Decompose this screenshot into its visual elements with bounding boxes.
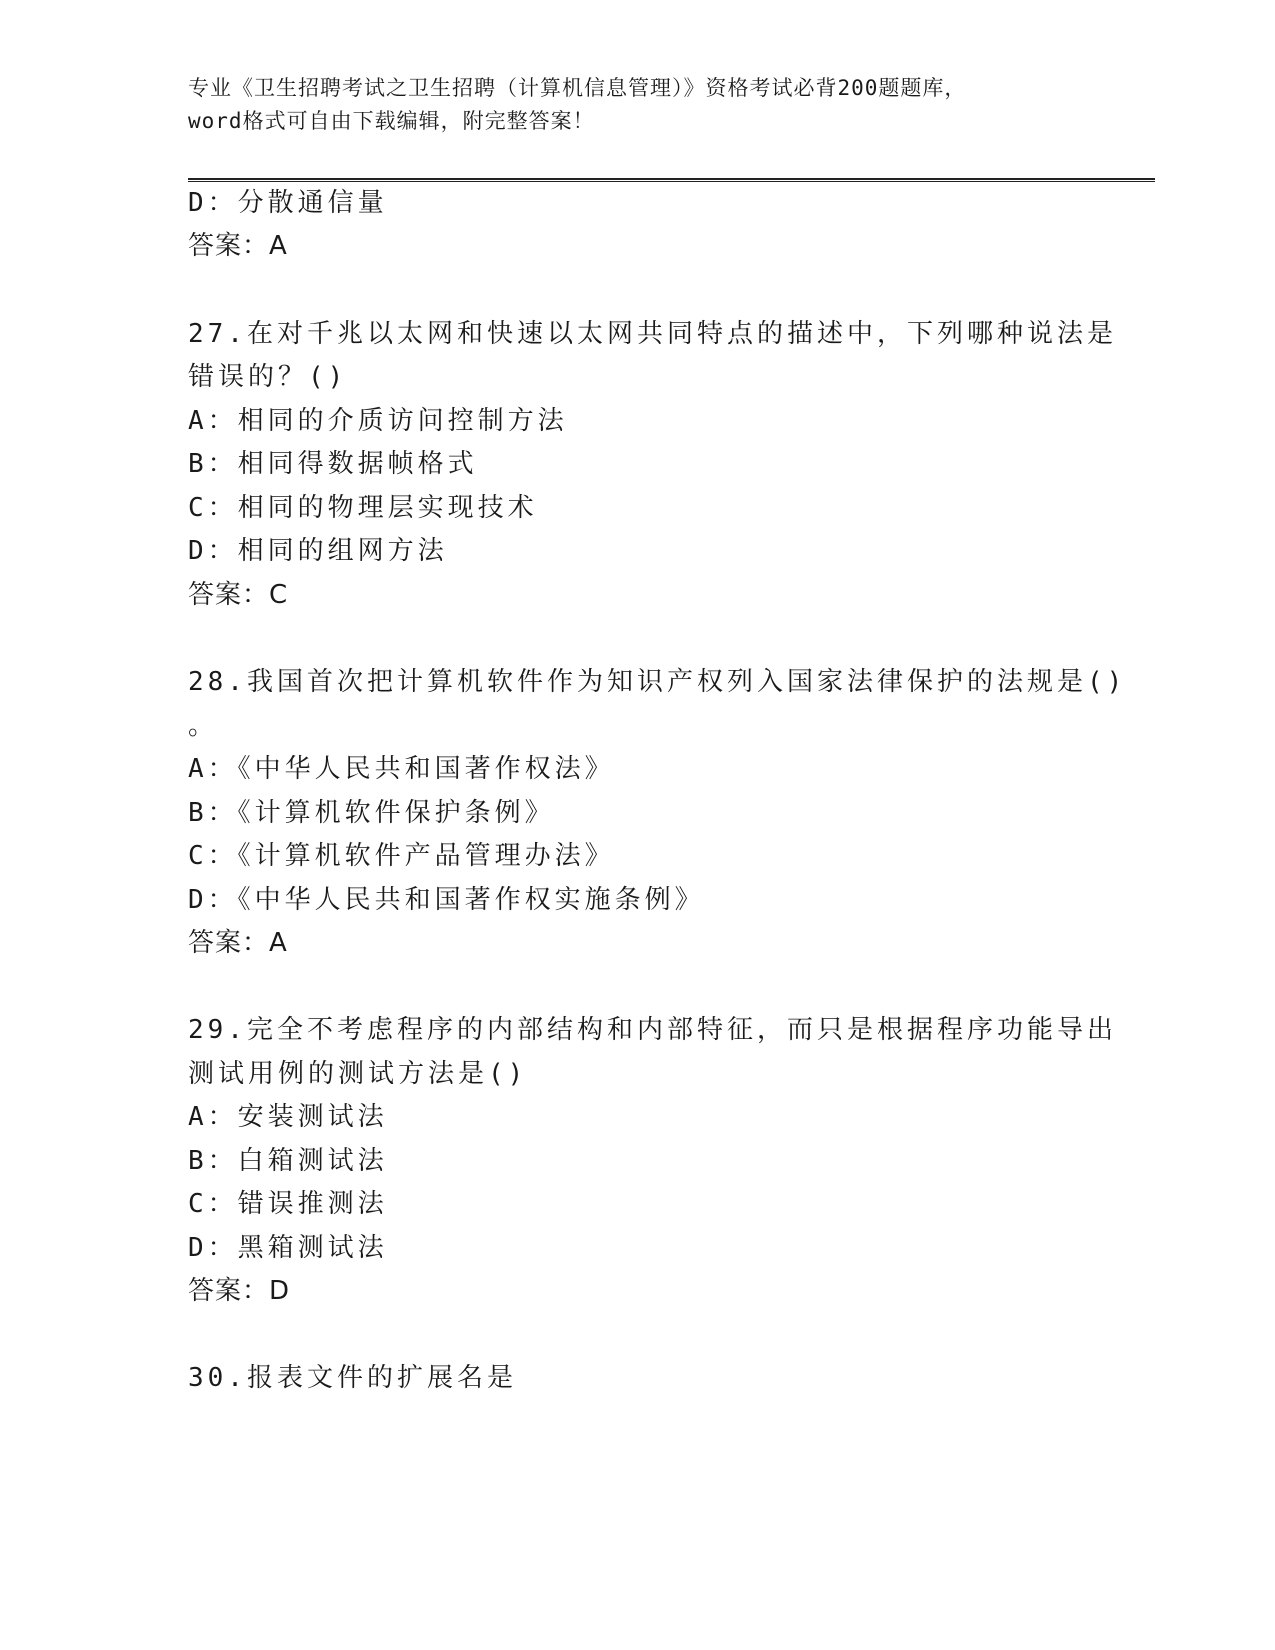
q27-option-c: C：相同的物理层实现技术 xyxy=(188,493,538,523)
q29-option-b: B：白箱测试法 xyxy=(188,1146,388,1176)
q28-answer: 答案：A xyxy=(188,928,288,958)
q30-stem-line1: 30.报表文件的扩展名是 xyxy=(188,1363,517,1393)
q28-option-b: B：《计算机软件保护条例》 xyxy=(188,798,555,828)
q27-option-b: B：相同得数据帧格式 xyxy=(188,449,478,479)
q29-answer: 答案：D xyxy=(188,1276,291,1306)
prev-option-d: D：分散通信量 xyxy=(188,188,388,218)
q27-option-a: A：相同的介质访问控制方法 xyxy=(188,406,568,436)
q29-option-c: C：错误推测法 xyxy=(188,1189,388,1219)
q28-option-a: A：《中华人民共和国著作权法》 xyxy=(188,754,615,784)
q27-stem-line2: 错误的？() xyxy=(188,362,348,392)
q28-stem-line1: 28.我国首次把计算机软件作为知识产权列入国家法律保护的法规是() xyxy=(188,667,1127,697)
header-title-line2: word格式可自由下载编辑，附完整答案！ xyxy=(188,109,595,133)
page-header xyxy=(188,72,1088,138)
q28-option-c: C：《计算机软件产品管理办法》 xyxy=(188,841,615,871)
prev-answer: 答案：A xyxy=(188,231,288,261)
header-divider xyxy=(188,178,1155,182)
q27-option-d: D：相同的组网方法 xyxy=(188,536,448,566)
q28-option-d: D：《中华人民共和国著作权实施条例》 xyxy=(188,885,705,915)
q29-stem-line1: 29.完全不考虑程序的内部结构和内部特征，而只是根据程序功能导出 xyxy=(188,1015,1117,1045)
header-title-line1: 专业《卫生招聘考试之卫生招聘（计算机信息管理）》资格考试必背200题题库， xyxy=(188,76,967,100)
q29-stem-line2: 测试用例的测试方法是() xyxy=(188,1059,528,1089)
q29-option-a: A：安装测试法 xyxy=(188,1102,388,1132)
q29-option-d: D：黑箱测试法 xyxy=(188,1233,388,1263)
q28-stem-line2: 。 xyxy=(188,711,219,741)
q27-stem-line1: 27.在对千兆以太网和快速以太网共同特点的描述中，下列哪种说法是 xyxy=(188,319,1117,349)
q27-answer: 答案：C xyxy=(188,580,289,610)
